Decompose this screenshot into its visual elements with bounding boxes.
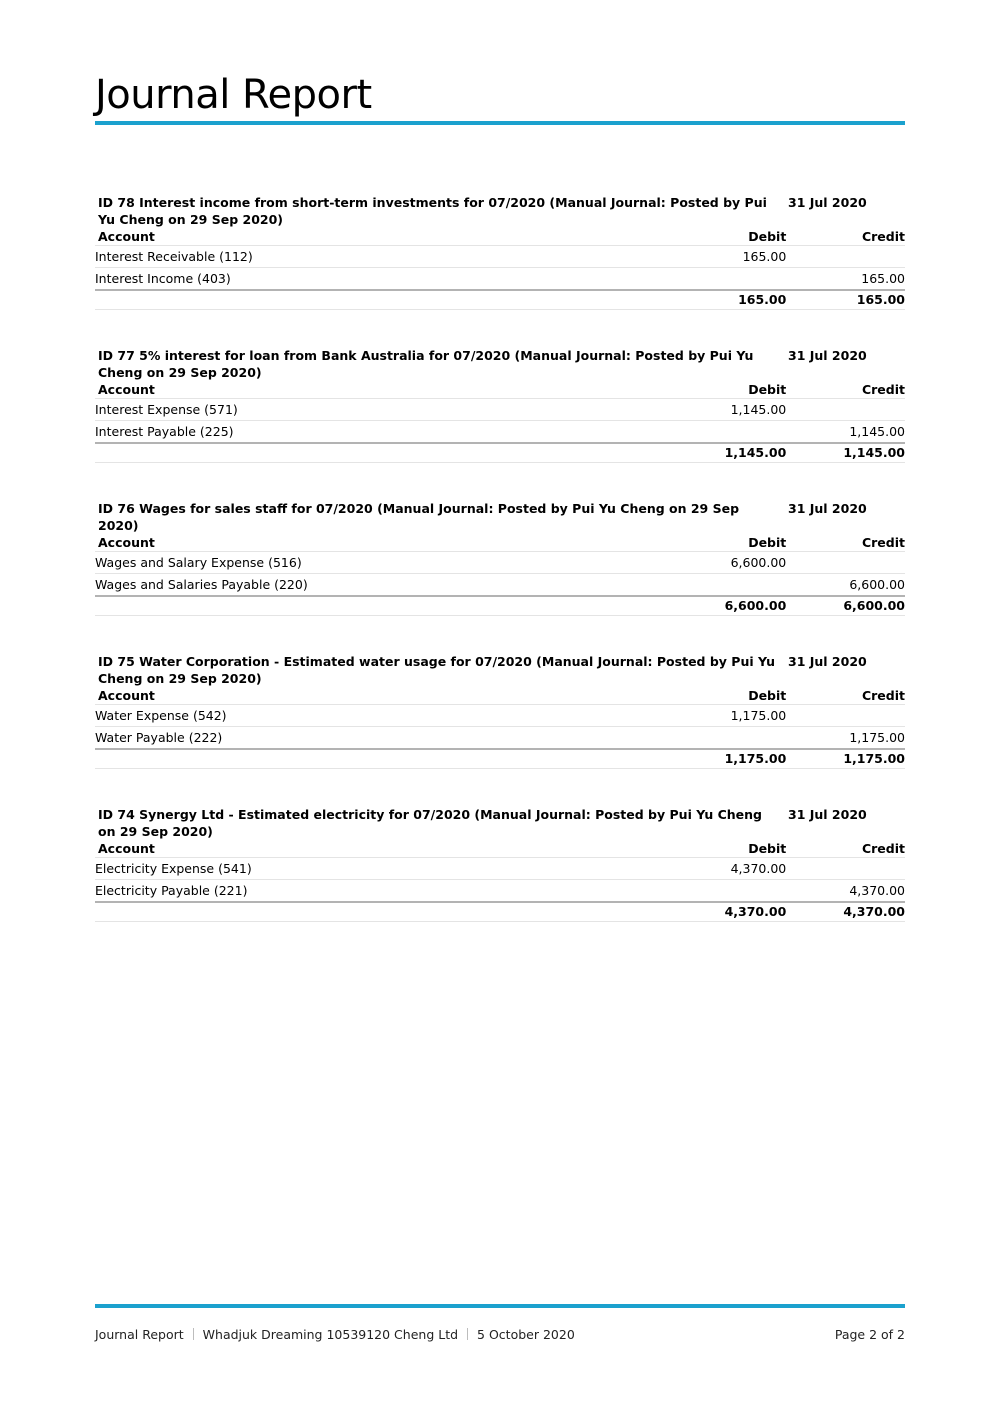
journal-entry <box>95 501 905 616</box>
debit-cell: 1,175.00 <box>667 705 787 727</box>
table-header-row <box>95 840 905 858</box>
credit-cell: 165.00 <box>786 268 905 291</box>
debit-cell: 165.00 <box>667 246 787 268</box>
journal-entry <box>95 348 905 463</box>
journal-date: 31 Jul 2020 <box>788 195 867 210</box>
journal-table <box>95 228 905 310</box>
table-row <box>95 552 905 574</box>
debit-column-header: Debit <box>667 687 787 705</box>
table-row <box>95 858 905 880</box>
account-cell: Electricity Expense (541) <box>95 858 667 880</box>
account-cell: Interest Payable (225) <box>95 421 667 444</box>
journal-table <box>95 381 905 463</box>
total-credit-cell: 4,370.00 <box>786 902 905 922</box>
debit-cell <box>667 268 787 291</box>
debit-column-header: Debit <box>667 840 787 858</box>
total-row <box>95 290 905 310</box>
page-number: Page 2 of 2 <box>834 1327 905 1342</box>
credit-column-header: Credit <box>786 534 905 552</box>
journal-table <box>95 687 905 769</box>
debit-cell <box>667 421 787 444</box>
journal-description: ID 74 Synergy Ltd - Estimated electricity for 07/2020 (Manual Journal: Posted by Pui Yu Cheng on 29 Sep 2020) <box>98 807 762 839</box>
journal-entry <box>95 195 905 310</box>
total-debit-cell: 1,145.00 <box>667 443 787 463</box>
credit-cell <box>786 705 905 727</box>
footer-divider <box>95 1304 905 1308</box>
account-cell: Interest Receivable (112) <box>95 246 667 268</box>
account-cell: Electricity Payable (221) <box>95 880 667 903</box>
total-label-cell <box>95 749 667 769</box>
credit-column-header: Credit <box>786 228 905 246</box>
account-column-header: Account <box>95 840 667 858</box>
table-row <box>95 421 905 444</box>
debit-cell <box>667 880 787 903</box>
page-title: Journal Report <box>95 72 372 118</box>
total-row <box>95 749 905 769</box>
total-row <box>95 443 905 463</box>
journal-table <box>95 840 905 922</box>
page-footer <box>95 1327 905 1343</box>
table-header-row <box>95 687 905 705</box>
footer-report-name: Journal Report <box>95 1327 184 1342</box>
account-cell: Interest Expense (571) <box>95 399 667 421</box>
credit-cell <box>786 399 905 421</box>
debit-column-header: Debit <box>667 534 787 552</box>
total-label-cell <box>95 902 667 922</box>
total-label-cell <box>95 290 667 310</box>
journal-table <box>95 534 905 616</box>
credit-cell: 4,370.00 <box>786 880 905 903</box>
total-debit-cell: 1,175.00 <box>667 749 787 769</box>
account-column-header: Account <box>95 228 667 246</box>
journal-entry <box>95 654 905 769</box>
total-credit-cell: 6,600.00 <box>786 596 905 616</box>
account-column-header: Account <box>95 381 667 399</box>
journal-date: 31 Jul 2020 <box>788 654 867 669</box>
credit-cell <box>786 552 905 574</box>
account-column-header: Account <box>95 534 667 552</box>
table-header-row <box>95 381 905 399</box>
table-row <box>95 399 905 421</box>
debit-column-header: Debit <box>667 228 787 246</box>
account-column-header: Account <box>95 687 667 705</box>
credit-cell <box>786 858 905 880</box>
total-row <box>95 596 905 616</box>
total-credit-cell: 1,145.00 <box>786 443 905 463</box>
total-debit-cell: 6,600.00 <box>667 596 787 616</box>
credit-cell <box>786 246 905 268</box>
journal-description: ID 78 Interest income from short-term investments for 07/2020 (Manual Journal: Posted by Pui Yu Cheng on 29 Sep 2020) <box>98 195 767 227</box>
journal-header <box>95 654 905 687</box>
debit-cell: 6,600.00 <box>667 552 787 574</box>
account-cell: Wages and Salary Expense (516) <box>95 552 667 574</box>
total-debit-cell: 165.00 <box>667 290 787 310</box>
debit-cell: 1,145.00 <box>667 399 787 421</box>
total-label-cell <box>95 443 667 463</box>
debit-cell <box>667 574 787 597</box>
total-debit-cell: 4,370.00 <box>667 902 787 922</box>
table-row <box>95 880 905 903</box>
journal-description: ID 75 Water Corporation - Estimated water usage for 07/2020 (Manual Journal: Posted by Pui Yu Cheng on 29 Sep 2020) <box>98 654 776 686</box>
total-label-cell <box>95 596 667 616</box>
credit-column-header: Credit <box>786 381 905 399</box>
journal-date: 31 Jul 2020 <box>788 501 867 516</box>
account-cell: Water Expense (542) <box>95 705 667 727</box>
title-divider <box>95 121 905 125</box>
journal-entry <box>95 807 905 922</box>
journal-description: ID 77 5% interest for loan from Bank Australia for 07/2020 (Manual Journal: Posted by Pui Yu Cheng on 29 Sep 2020) <box>98 348 754 380</box>
journal-description: ID 76 Wages for sales staff for 07/2020 (Manual Journal: Posted by Pui Yu Cheng on 29 Sep 2020) <box>98 501 740 533</box>
account-cell: Water Payable (222) <box>95 727 667 750</box>
credit-cell: 1,145.00 <box>786 421 905 444</box>
credit-cell: 6,600.00 <box>786 574 905 597</box>
footer-separator <box>193 1328 194 1340</box>
journal-date: 31 Jul 2020 <box>788 348 867 363</box>
account-cell: Interest Income (403) <box>95 268 667 291</box>
credit-column-header: Credit <box>786 687 905 705</box>
footer-organisation: Whadjuk Dreaming 10539120 Cheng Ltd <box>202 1327 459 1342</box>
journal-list <box>95 195 905 922</box>
account-cell: Wages and Salaries Payable (220) <box>95 574 667 597</box>
footer-separator <box>467 1328 468 1340</box>
table-header-row <box>95 228 905 246</box>
table-row <box>95 246 905 268</box>
footer-date: 5 October 2020 <box>477 1327 575 1342</box>
table-row <box>95 727 905 750</box>
debit-cell: 4,370.00 <box>667 858 787 880</box>
table-row <box>95 268 905 291</box>
journal-header <box>95 501 905 534</box>
credit-column-header: Credit <box>786 840 905 858</box>
debit-cell <box>667 727 787 750</box>
table-row <box>95 574 905 597</box>
journal-header <box>95 195 905 228</box>
journal-header <box>95 348 905 381</box>
total-row <box>95 902 905 922</box>
journal-header <box>95 807 905 840</box>
table-header-row <box>95 534 905 552</box>
table-row <box>95 705 905 727</box>
total-credit-cell: 1,175.00 <box>786 749 905 769</box>
debit-column-header: Debit <box>667 381 787 399</box>
credit-cell: 1,175.00 <box>786 727 905 750</box>
total-credit-cell: 165.00 <box>786 290 905 310</box>
journal-date: 31 Jul 2020 <box>788 807 867 822</box>
